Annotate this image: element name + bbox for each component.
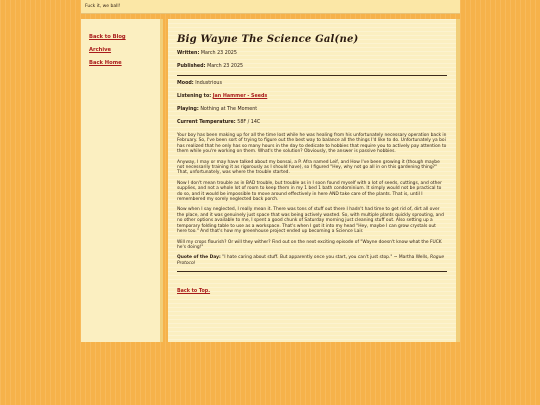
written-value: March 23 2025 [200, 51, 237, 56]
mood-value: Industrious [195, 81, 222, 86]
post-content [168, 19, 460, 342]
archive-link[interactable]: Archive [89, 47, 112, 53]
post-title: Big Wayne The Science Gal(ne) [177, 34, 359, 45]
written-label: Written: [177, 51, 200, 56]
quote-label: Quote of the Day: [177, 255, 221, 261]
paragraph-4: Now when I say neglected, I really mean it. There was tons of stuff out there I hadn't had time to get rid of, dirt all over the place, and it was genuinely just space that was being actively wasted. So, with multiple plants quickly sprouting, and no other options available to me, I spent a good chunk of Saturday morning just cleaning stuff out. Also setting up a temporary folding table to use as a workspace. That's when I got it into my head "Hey, maybe I can grow crystals out here too." And that's how my greenhouse project ended up becoming a Science Lair. [177, 207, 444, 235]
quote-text: "I hate caring about stuff. But apparently once you start, you can't just stop." ~ Martha Wells, [222, 255, 429, 261]
sidebar [81, 19, 163, 342]
listening-label: Listening to: [177, 94, 212, 99]
published-label: Published: [177, 64, 206, 69]
top-banner [81, 0, 460, 14]
mood-row [177, 81, 447, 87]
written-row [177, 51, 447, 57]
published-value: March 23 2025 [207, 64, 244, 69]
playing-row [177, 107, 447, 113]
back-to-top-link[interactable]: Back to Top. [177, 289, 211, 295]
temperature-label: Current Temperature: [177, 120, 236, 125]
paragraph-3: Now I don't mean trouble as in BAD trouble, but trouble as in I soon found myself with a lot of seeds, cuttings, and other supplies, and not a whole lot of room to keep them in my 1 bed 1 bath condominium. It simply would not be practical to do so, and it would be impossible to move around effectively in here AND take care of the plants. That is, until I remembered my sorely neglected back porch. [177, 180, 442, 203]
quote-source: Rogue Protocol [177, 255, 445, 266]
back-home-link[interactable]: Back Home [89, 60, 122, 66]
sidebar-links [81, 19, 160, 70]
divider-bottom [177, 271, 447, 272]
playing-label: Playing: [177, 107, 199, 112]
listening-link[interactable]: Jan Hammer - Seeds [212, 94, 268, 99]
back-to-blog-link[interactable]: Back to Blog [89, 34, 126, 40]
paragraph-2: Anyway, I may or may have talked about my bonsai, a P. Afra named Leif, and How I've been growing it (though maybe not necessarily training it as rigorously as I should have), so I figured "Hey, why not go all in on this gardening thing?" That, unfortunately, was where the trouble started. [177, 159, 440, 176]
temperature-value: 58F / 14C [237, 120, 261, 125]
quote-of-the-day [177, 255, 447, 266]
listening-row [177, 94, 447, 100]
temperature-row [177, 120, 447, 126]
paragraph-1: Your boy has been making up for all the time lost while he was healing from his unfortunately necessary operation back in February. So, I've been sort of trying to figure out the best way to balance all the things I'd like to do. Unfortunately ya boi has realized that he only has so many hours in the day to dedicate to hobbies that require you to actively pay attention to them while you're working on them. What's the solution? Obviously, the answer is passive hobbies. [177, 133, 447, 155]
banner-text: Fuck it, we ball! [85, 4, 121, 9]
playing-value: Nothing at The Moment [200, 107, 258, 112]
divider-top [177, 75, 447, 76]
mood-label: Mood: [177, 81, 194, 86]
paragraph-5: Will my crops flourish? Or will they wither? Find out on the next exciting episode of "Wayne doesn't know what the FUCK he's doing!" [177, 239, 442, 250]
published-row [177, 64, 447, 70]
